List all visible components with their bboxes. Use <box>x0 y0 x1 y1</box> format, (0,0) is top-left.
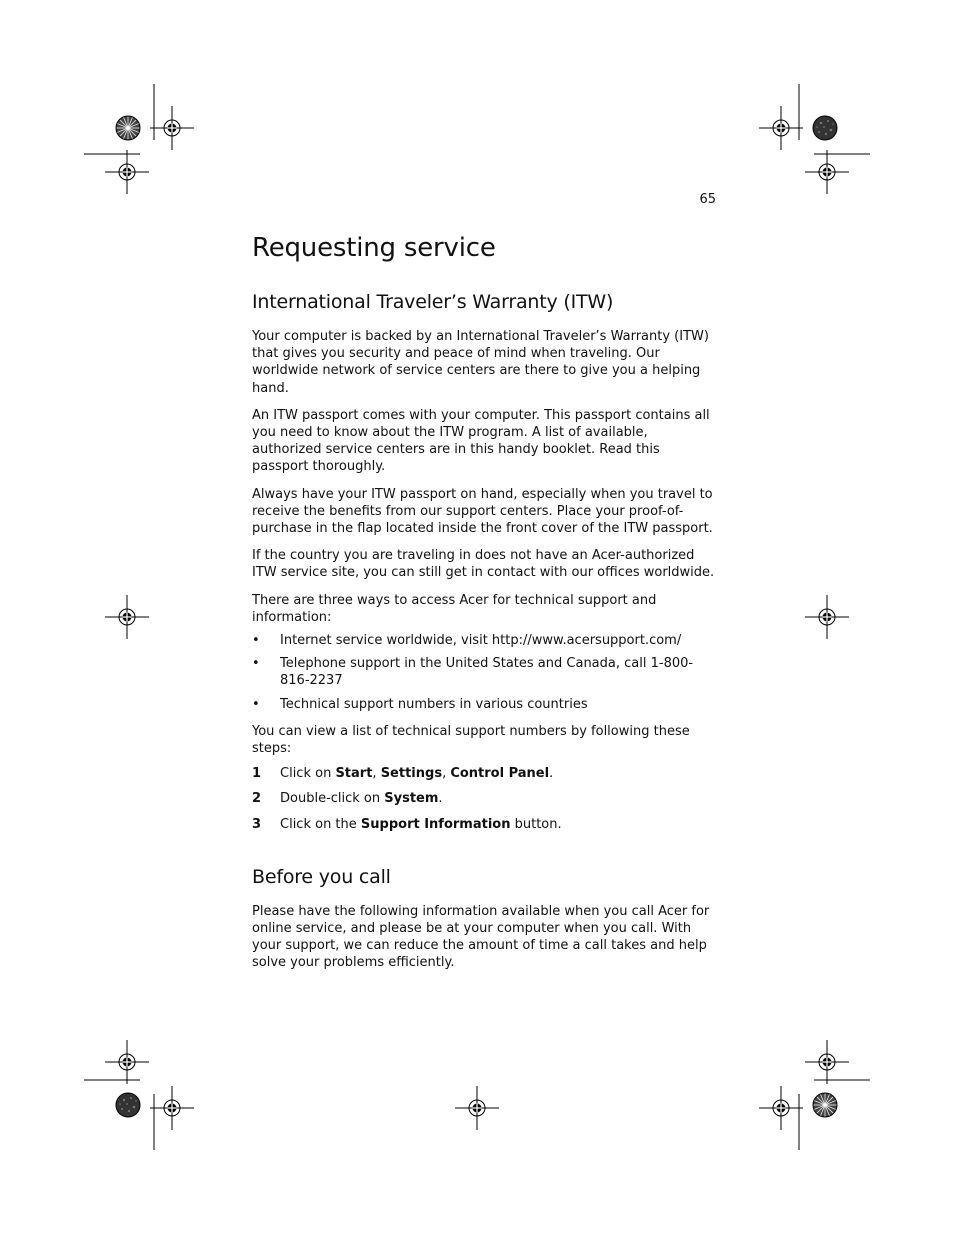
step-item <box>252 816 720 833</box>
step-text: Click on <box>280 766 336 782</box>
bullet-icon: • <box>252 696 260 712</box>
step-item <box>252 765 720 782</box>
list-item <box>252 696 720 713</box>
page-content <box>252 228 720 972</box>
step-emphasis: Settings <box>380 766 443 782</box>
step-text: . <box>438 791 443 807</box>
section-heading-before-you-call: Before you call <box>252 865 391 888</box>
itw-paragraph-3: Always have your ITW passport on hand, especially when you travel to receive the benefits from our support centers. Place your proof-of-purchase in the flap located inside the front cover of the ITW passport. <box>252 486 713 537</box>
itw-paragraph-2: An ITW passport comes with your computer. This passport contains all you need to know about the ITW program. A list of available, authorized service centers are in this handy booklet. Read this passport thoroughly. <box>252 407 710 475</box>
list-item-text: Internet service worldwide, visit http://www.acersupport.com/ <box>280 633 682 649</box>
step-text: . <box>549 766 554 782</box>
step-emphasis: Start <box>335 766 373 782</box>
list-item-text: Technical support numbers in various countries <box>280 696 588 712</box>
bullet-icon: • <box>252 633 260 649</box>
step-number: 3 <box>252 816 262 832</box>
step-emphasis: Support Information <box>360 816 511 832</box>
step-separator: , <box>372 766 381 782</box>
page-title: Requesting service <box>252 233 496 263</box>
step-number: 1 <box>252 766 262 782</box>
bullet-icon: • <box>252 656 260 672</box>
itw-paragraph-5: There are three ways to access Acer for technical support and information: <box>252 592 657 625</box>
step-emphasis: System <box>384 791 439 807</box>
step-separator: , <box>442 766 451 782</box>
step-emphasis: Control Panel <box>450 766 550 782</box>
list-item <box>252 632 720 649</box>
support-options-list <box>252 632 720 713</box>
before-call-paragraph: Please have the following information available when you call Acer for online service, and please be at your computer when you call. With your support, we can reduce the amount of time a call takes and help solve your problems efficiently. <box>252 903 710 971</box>
section-heading-itw: International Traveler’s Warranty (ITW) <box>252 291 614 313</box>
steps-intro: You can view a list of technical support numbers by following these steps: <box>252 723 690 757</box>
steps-list <box>252 765 720 833</box>
step-text: button. <box>510 816 562 832</box>
list-item-text: Telephone support in the United States and Canada, call 1-800-816-2237 <box>280 656 694 689</box>
step-item <box>252 790 720 807</box>
page-number: 65 <box>699 192 716 207</box>
step-text: Double-click on <box>280 791 385 807</box>
list-item <box>252 655 720 689</box>
step-text: Click on the <box>280 816 361 832</box>
step-number: 2 <box>252 791 262 807</box>
itw-paragraph-1: Your computer is backed by an International Traveler’s Warranty (ITW) that gives you security and peace of mind when traveling. Our worldwide network of service centers are there to give you a helping hand. <box>252 329 709 396</box>
itw-paragraph-4: If the country you are traveling in does not have an Acer-authorized ITW service site, you can still get in contact with our offices worldwide. <box>252 548 715 581</box>
